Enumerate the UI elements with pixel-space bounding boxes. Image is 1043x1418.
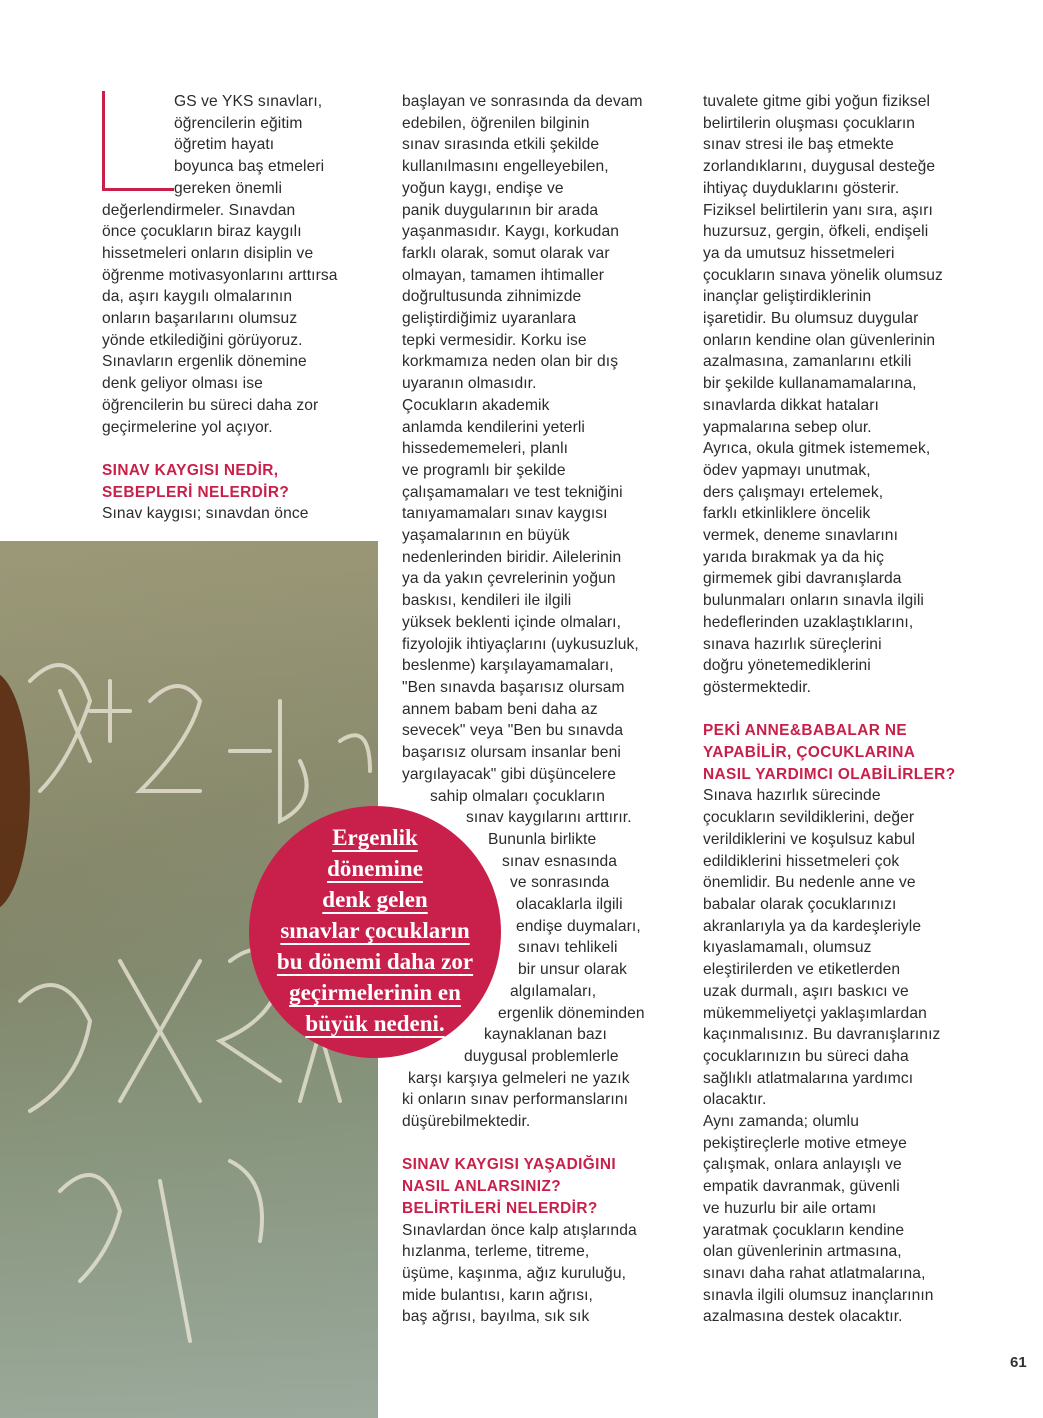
text-line: sevecek" veya "Ben bu sınavda — [402, 722, 624, 740]
text-line: olacaktır. — [703, 1091, 767, 1109]
text-line: akranlarıyla ya da kardeşleriyle — [703, 917, 922, 935]
text-line: ihtiyaç duyduklarını gösterir. — [703, 179, 900, 197]
pull-quote-text: Ergenlik — [332, 825, 418, 850]
text-line: vermek, deneme sınavlarını — [703, 527, 899, 545]
text-line: inançlar geliştirdiklerinin — [703, 288, 872, 306]
text-line: çalışamamaları ve test tekniğini — [402, 483, 623, 501]
text-line: tepki vermesidir. Korku ise — [402, 331, 587, 349]
text-line: Sınavların ergenlik dönemine — [102, 353, 307, 371]
text-line: sınav stresi ile baş etmekte — [703, 136, 894, 154]
pull-quote-line — [249, 915, 501, 946]
text-line: çocukların sevildiklerini, değer — [703, 809, 915, 827]
text-line: çocuklarınızın bu süreci daha — [703, 1047, 909, 1065]
text-line: Sınavlardan önce kalp atışlarında — [402, 1221, 637, 1239]
text-line: GS ve YKS sınavları, — [174, 93, 323, 110]
text-line: olan güvenlerinin artmasına, — [703, 1243, 902, 1261]
text-line: başarısız olursam insanlar beni — [402, 744, 621, 762]
text-line: Ayrıca, okula gitmek istememek, — [703, 440, 931, 458]
text-line: kıyaslamamalı, olumsuz — [703, 939, 872, 957]
text-line: onların kendine olan güvenlerinin — [703, 331, 936, 349]
text-line: sınavı tehlikeli — [518, 939, 618, 957]
text-line: sınavla ilgili olumsuz inançlarının — [703, 1286, 934, 1304]
text-line: sınavı daha rahat atlatmalarına, — [703, 1264, 926, 1282]
text-line: önemlidir. Bu nedenle anne ve — [703, 874, 916, 892]
text-line: olmayan, tamamen ihtimaller — [402, 266, 605, 284]
text-line: bir unsur olarak — [518, 961, 628, 979]
text-line: düşürebilmektedir. — [402, 1113, 531, 1131]
text-line: babalar olarak çocuklarınızı — [703, 896, 897, 913]
text-line: sınava hazırlık süreçlerini — [703, 635, 882, 653]
text-line: yarıda bırakmak ya da hiç — [703, 548, 885, 566]
text-line: korkmamıza neden olan bir dış — [402, 353, 619, 371]
text-line: hissetmeleri onların disiplin ve — [102, 244, 314, 262]
text-line: öğrenme motivasyonlarını arttırsa — [102, 266, 338, 284]
text-line: zorlandıklarını, duygusal desteğe — [703, 158, 936, 176]
text-line: edebilen, öğrenilen bilginin — [402, 114, 590, 132]
intro-paragraph — [102, 91, 382, 438]
text-line: çalışmak, onlara anlayışlı ve — [703, 1156, 902, 1174]
text-line: yönde etkilediğini görüyoruz. — [102, 331, 303, 349]
text-line: işaretidir. Bu olumsuz duygular — [703, 310, 919, 328]
text-line: olacaklarla ilgili — [516, 896, 623, 914]
text-line: pekiştireçlerle motive etmeye — [703, 1134, 907, 1152]
text-line: SINAV KAYGISI YAŞADIĞINI — [402, 1156, 617, 1174]
text-line: mükemmeliyetçi yaklaşımlardan — [703, 1004, 927, 1022]
text-line: anlamda kendilerini yeterli — [402, 418, 585, 436]
text-line: Fiziksel belirtilerin yanı sıra, aşırı — [703, 201, 933, 219]
pull-quote-line — [249, 853, 501, 884]
text-line: doğru yönetemediklerini — [703, 657, 871, 675]
section-paragraph — [102, 503, 382, 525]
article-column-2 — [402, 91, 687, 1328]
text-line: boyunca baş etmeleri — [174, 158, 325, 176]
text-line: girmemek gibi davranışlarda — [703, 570, 902, 588]
text-line: ya da yakın çevrelerinin yoğun — [402, 570, 616, 588]
text-line: duygusal problemlerle — [464, 1047, 619, 1065]
text-line: SINAV KAYGISI NEDİR, — [102, 461, 279, 479]
text-line: ve programlı bir şekilde — [402, 461, 566, 479]
text-line: başlayan ve sonrasında da devam — [402, 93, 643, 110]
text-line: sınavlarda dikkat hataları — [703, 396, 879, 414]
text-line: empatik davranmak, güvenli — [703, 1178, 900, 1196]
text-line: çocukların sınava yönelik olumsuz — [703, 266, 943, 284]
pull-quote — [249, 806, 501, 1058]
section-heading-parents — [703, 720, 983, 785]
text-line: önce çocukların biraz kaygılı — [102, 223, 302, 241]
text-line: denk geliyor olması ise — [102, 375, 263, 393]
text-line: öğrencilerin eğitim — [174, 114, 303, 132]
text-line: yoğun kaygı, endişe ve — [402, 179, 564, 197]
text-line: da, aşırı kaygılı olmalarının — [102, 288, 293, 306]
text-line: sınav esnasında — [502, 852, 618, 870]
text-line: geliştirdiğimiz uyaranlara — [402, 310, 577, 328]
text-line: ders çalışmayı ertelemek, — [703, 483, 884, 501]
text-line: sağlıklı atlatmalarına yardımcı — [703, 1069, 914, 1087]
text-line: yüksek beklenti içinde olmaları, — [402, 613, 622, 631]
text-line: Sınav kaygısı; sınavdan önce — [102, 505, 309, 523]
text-line: farklı olarak, somut olarak var — [402, 244, 610, 262]
body-paragraph — [703, 91, 983, 699]
text-line: yaşanmasıdır. Kaygı, korkudan — [402, 223, 619, 241]
text-line: tanıyamamaları sınav kaygısı — [402, 505, 608, 523]
text-line: endişe duymaları, — [516, 917, 641, 935]
text-line: panik duygularının bir arada — [402, 201, 599, 219]
text-line: baskısı, kendileri ile ilgili — [402, 592, 572, 610]
pull-quote-line — [249, 884, 501, 915]
pull-quote-text: geçirmelerinin en — [289, 980, 461, 1005]
text-line: tuvalete gitme gibi yoğun fiziksel — [703, 93, 931, 110]
text-line: fizyolojik ihtiyaçlarını (uykusuzluk, — [402, 635, 639, 653]
text-line: ergenlik döneminden — [498, 1004, 645, 1022]
text-line: ki onların sınav performanslarını — [402, 1091, 629, 1109]
text-line: ödev yapmayı unutmak, — [703, 461, 871, 479]
text-line: verildiklerini ve koşulsuz kabul — [703, 830, 916, 848]
text-line: geçirmelerine yol açıyor. — [102, 418, 273, 436]
text-line: yaratmak çocukların kendine — [703, 1221, 905, 1239]
text-line: uzak durmalı, aşırı baskıcı ve — [703, 982, 909, 1000]
text-line: belirtilerin oluşması çocukların — [703, 114, 916, 132]
text-line: farklı etkinliklere öncelik — [703, 505, 871, 523]
pull-quote-line — [249, 822, 501, 853]
text-line: azalmasına destek olacaktır. — [703, 1308, 903, 1326]
text-line: baş ağrısı, bayılma, sık sık — [402, 1308, 590, 1326]
text-line: kullanılmasını engelleyebilen, — [402, 158, 609, 176]
text-line: uyaranın olmasıdır. — [402, 375, 537, 393]
text-line: huzursuz, gergin, öfkeli, endişeli — [703, 223, 929, 241]
pull-quote-text: büyük nedeni. — [305, 1011, 445, 1036]
pull-quote-line — [249, 977, 501, 1008]
text-line: yapmalarına sebep olur. — [703, 418, 872, 436]
text-line: NASIL YARDIMCI OLABİLİRLER? — [703, 765, 956, 783]
text-line: sahip olmaları çocukların — [430, 787, 605, 805]
text-line: gereken önemli — [174, 179, 283, 197]
text-line: Aynı zamanda; olumlu — [703, 1113, 860, 1131]
body-paragraph — [402, 91, 687, 786]
text-line: NASIL ANLARSINIZ? — [402, 1178, 561, 1196]
text-line: sınav kaygılarını arttırır. — [466, 809, 632, 827]
text-line: mide bulantısı, karın ağrısı, — [402, 1286, 593, 1304]
article-column-1 — [102, 91, 382, 525]
text-line: BELİRTİLERİ NELERDİR? — [402, 1199, 598, 1217]
text-line: beslenme) karşılayamamaları, — [402, 657, 614, 675]
text-line: göstermektedir. — [703, 678, 812, 696]
text-line: Sınava hazırlık sürecinde — [703, 787, 881, 805]
text-line: Çocukların akademik — [402, 396, 550, 414]
section-heading-symptoms — [402, 1154, 687, 1219]
text-line: hedeflerinden uzaklaştıklarını, — [703, 613, 914, 631]
pull-quote-line — [249, 946, 501, 977]
pull-quote-text: dönemine — [327, 856, 423, 881]
text-line: SEBEPLERİ NELERDİR? — [102, 483, 290, 501]
text-line: öğretim hayatı — [174, 136, 275, 154]
text-line: annem babam beni daha az — [402, 700, 598, 718]
text-line: nedenlerinden biridir. Ailelerinin — [402, 548, 622, 566]
text-line: sınav sırasında etkili şekilde — [402, 136, 600, 154]
text-line: PEKİ ANNE&BABALAR NE — [703, 722, 908, 740]
text-line: algılamaları, — [510, 982, 597, 1000]
text-line: doğrultusunda zihnimizde — [402, 288, 582, 306]
text-line: azalmasına, zamanlarını etkili — [703, 353, 912, 371]
pull-quote-line — [249, 1008, 501, 1039]
text-line: hızlanma, terleme, titreme, — [402, 1243, 590, 1261]
pull-quote-text: sınavlar çocukların — [280, 918, 470, 943]
section-paragraph — [402, 1220, 687, 1329]
text-line: karşı karşıya gelmeleri ne yazık — [408, 1069, 630, 1087]
text-line: edildiklerini hissetmeleri çok — [703, 852, 900, 870]
text-line: Bununla birlikte — [488, 830, 597, 848]
article-column-3 — [703, 91, 983, 1328]
text-line: onların başarılarını olumsuz — [102, 310, 298, 328]
text-line: yargılayacak" gibi düşüncelere — [402, 765, 616, 783]
section-paragraph — [703, 785, 983, 1328]
text-line: öğrencilerin bu süreci daha zor — [102, 396, 319, 414]
page-number: 61 — [1010, 1354, 1027, 1371]
text-line: YAPABİLİR, ÇOCUKLARINA — [703, 744, 916, 762]
text-line: değerlendirmeler. Sınavdan — [102, 201, 296, 219]
text-line: kaçınmalısınız. Bu davranışlarınız — [703, 1026, 941, 1044]
text-line: "Ben sınavda başarısız olursam — [402, 678, 625, 696]
text-line: bir şekilde kullanamamalarına, — [703, 375, 917, 393]
text-line: hissedememeleri, planlı — [402, 440, 569, 458]
text-line: ve huzurlu bir aile ortamı — [703, 1199, 877, 1217]
text-line: ve sonrasında — [510, 874, 610, 892]
text-line: bulunmaları onların sınavla ilgili — [703, 592, 924, 610]
text-line: eleştirilerden ve etiketlerden — [703, 961, 901, 979]
section-heading-what-is — [102, 460, 382, 503]
text-line: üşüme, kaşınma, ağız kuruluğu, — [402, 1264, 627, 1282]
pull-quote-text: denk gelen — [322, 887, 428, 912]
text-line: kaynaklanan bazı — [484, 1026, 607, 1044]
text-line: ya da umutsuz hissetmeleri — [703, 244, 895, 262]
text-line: yaşamalarının en büyük — [402, 527, 570, 545]
pull-quote-text: bu dönemi daha zor — [276, 949, 474, 974]
